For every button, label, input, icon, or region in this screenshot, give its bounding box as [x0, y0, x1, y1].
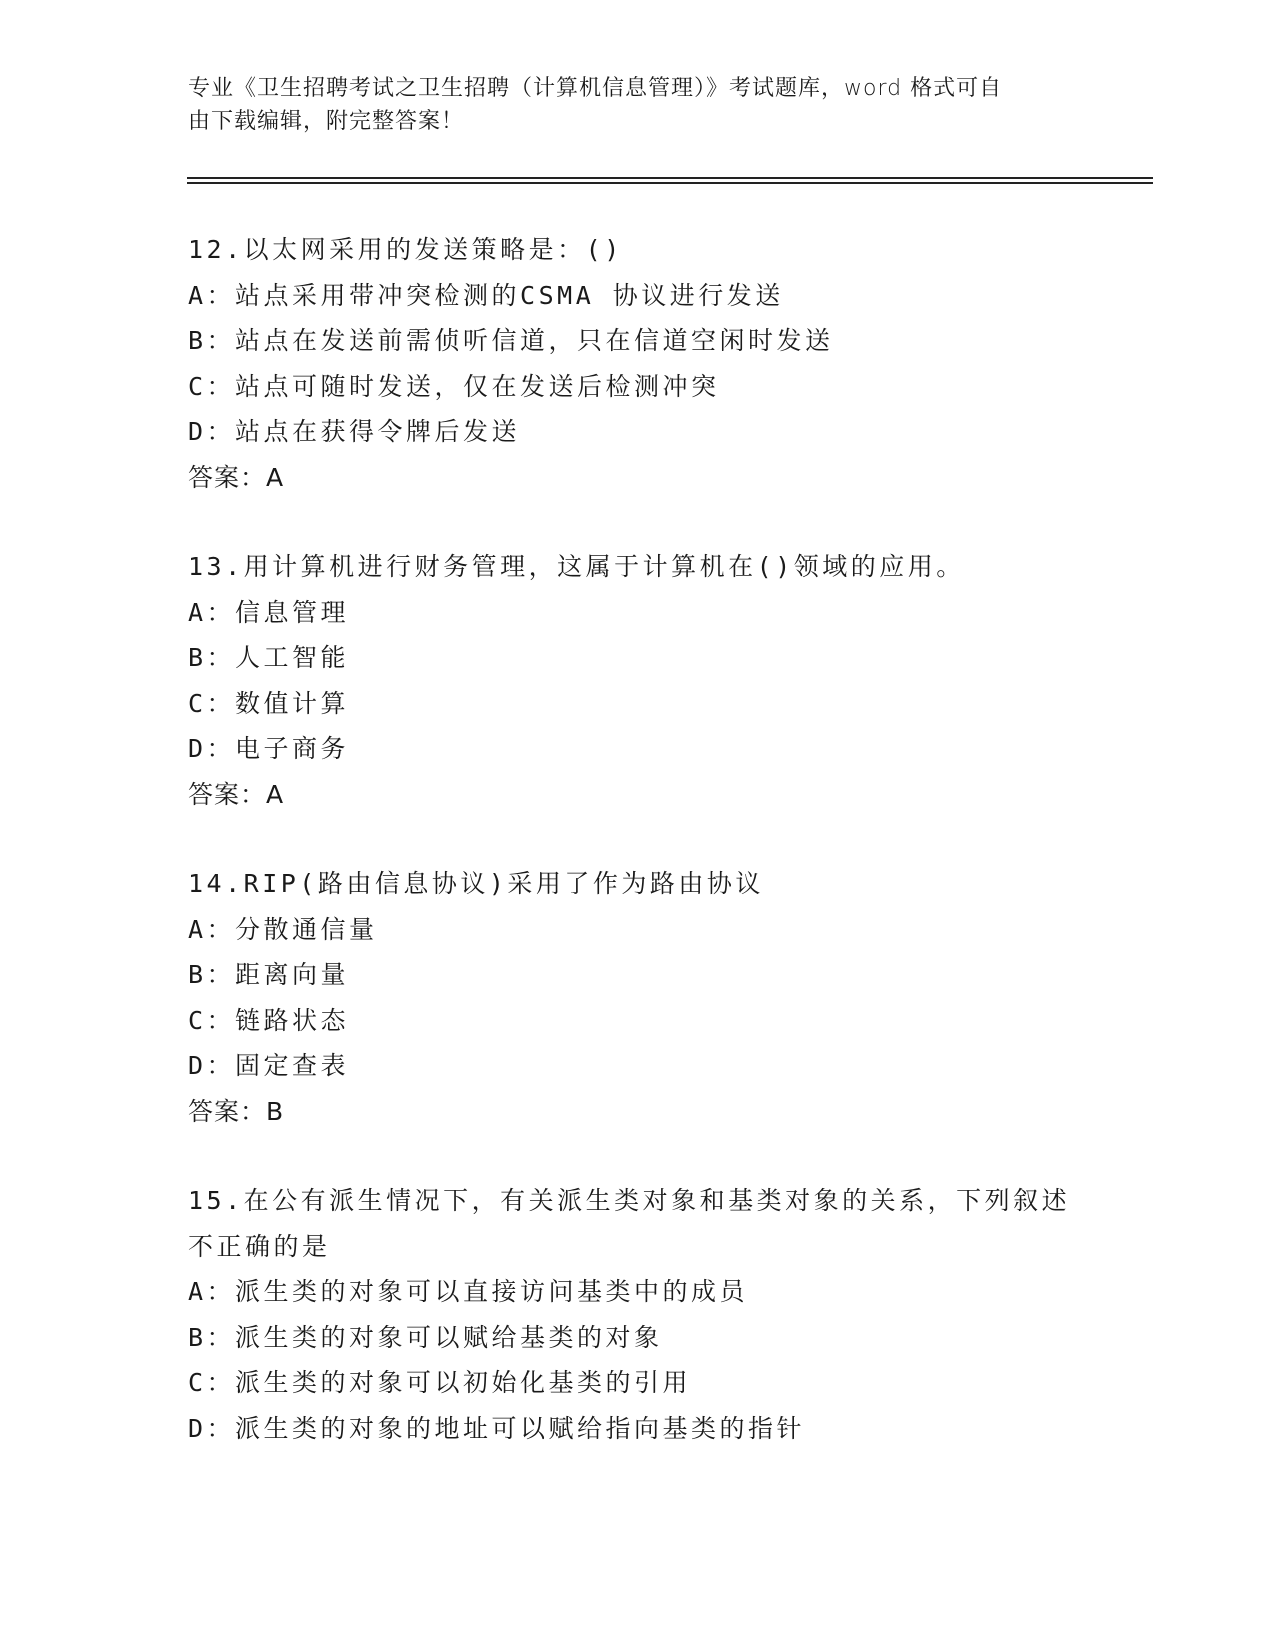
- option-d: D：固定查表: [188, 1051, 350, 1080]
- option-b: B：站点在发送前需侦听信道，只在信道空闲时发送: [188, 326, 834, 355]
- question-stem: 12.以太网采用的发送策略是：(): [188, 235, 623, 264]
- header-line-2: 由下载编辑，附完整答案！: [188, 109, 465, 134]
- answer: 答案：B: [188, 1096, 285, 1126]
- question-stem: 14.RIP(路由信息协议)采用了作为路由协议: [188, 869, 764, 898]
- document-header: [188, 72, 1088, 138]
- option-b: B：人工智能: [188, 643, 350, 672]
- question-14: [188, 861, 1088, 1134]
- option-c: C：站点可随时发送，仅在发送后检测冲突: [188, 371, 720, 401]
- header-line-1: 专业《卫生招聘考试之卫生招聘（计算机信息管理）》考试题库，word 格式可自: [188, 76, 1003, 101]
- header-divider-bottom: [187, 182, 1153, 184]
- option-d: D：派生类的对象的地址可以赋给指向基类的指针: [188, 1413, 806, 1443]
- question-stem-line-2: 不正确的是: [188, 1231, 331, 1261]
- option-c: C：派生类的对象可以初始化基类的引用: [188, 1368, 692, 1397]
- option-a: A：派生类的对象可以直接访问基类中的成员: [188, 1277, 749, 1306]
- option-b: B：派生类的对象可以赋给基类的对象: [188, 1322, 663, 1352]
- option-a: A：站点采用带冲突检测的CSMA 协议进行发送: [188, 280, 784, 310]
- answer: 答案：A: [188, 779, 285, 809]
- option-d: D：电子商务: [188, 734, 350, 763]
- option-c: C：链路状态: [188, 1005, 350, 1035]
- option-d: D：站点在获得令牌后发送: [188, 417, 521, 446]
- question-15: [188, 1178, 1088, 1451]
- question-stem: 13.用计算机进行财务管理，这属于计算机在()领域的应用。: [188, 552, 965, 581]
- header-divider-top: [187, 177, 1153, 179]
- answer: 答案：A: [188, 462, 285, 492]
- question-12: [188, 227, 1088, 500]
- question-stem-line-1: 15.在公有派生情况下，有关派生类对象和基类对象的关系，下列叙述: [188, 1186, 1071, 1215]
- question-13: [188, 544, 1088, 817]
- option-a: A：信息管理: [188, 597, 350, 627]
- option-a: A：分散通信量: [188, 914, 378, 944]
- option-b: B：距离向量: [188, 960, 350, 989]
- option-c: C：数值计算: [188, 688, 350, 718]
